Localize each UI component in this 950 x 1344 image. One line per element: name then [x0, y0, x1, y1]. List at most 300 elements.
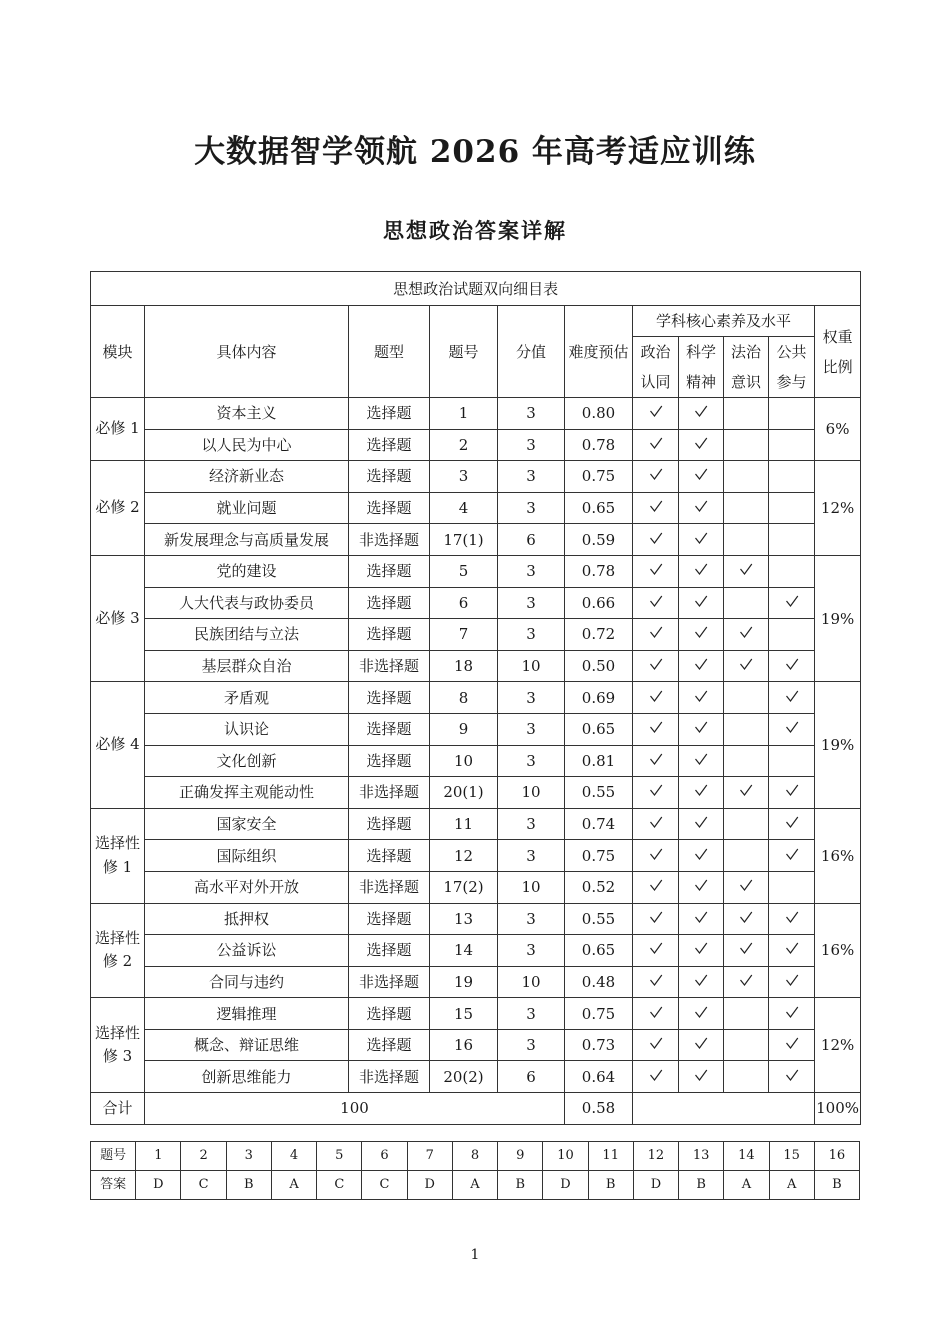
header-literacy-1 [633, 337, 679, 398]
cell-literacy-3 [724, 808, 769, 840]
cell-score: 3 [498, 808, 565, 840]
cell-literacy-2 [679, 619, 724, 651]
cell-number: 9 [430, 713, 498, 745]
cell-literacy-4 [769, 840, 815, 872]
cell-number: 8 [430, 682, 498, 714]
spec-table [90, 271, 861, 1125]
cell-literacy-3 [724, 871, 769, 903]
cell-score: 10 [498, 777, 565, 809]
cell-content: 新发展理念与高质量发展 [145, 524, 349, 556]
cell-literacy-2 [679, 587, 724, 619]
table-row [91, 871, 861, 903]
cell-number: 3 [430, 461, 498, 493]
answer-value-cell: D [407, 1171, 452, 1200]
header-literacy-line: 精神 [685, 373, 716, 391]
table-row [91, 429, 861, 461]
cell-content: 党的建设 [145, 555, 349, 587]
table-row [91, 777, 861, 809]
answer-value-cell: B [814, 1171, 859, 1200]
cell-literacy-2 [679, 492, 724, 524]
cell-score: 3 [498, 682, 565, 714]
cell-difficulty: 0.64 [565, 1061, 633, 1093]
cell-content: 人大代表与政协委员 [145, 587, 349, 619]
table-row [91, 492, 861, 524]
cell-literacy-4 [769, 555, 815, 587]
cell-literacy-3 [724, 1061, 769, 1093]
cell-type: 非选择题 [349, 966, 430, 998]
cell-literacy-3 [724, 966, 769, 998]
cell-literacy-1 [633, 871, 679, 903]
check-mark-icon [739, 973, 753, 987]
module-weight: 19% [815, 555, 861, 681]
cell-number: 17(1) [430, 524, 498, 556]
check-mark-icon [694, 404, 708, 418]
cell-score: 10 [498, 871, 565, 903]
cell-content: 文化创新 [145, 745, 349, 777]
cell-content: 国家安全 [145, 808, 349, 840]
cell-literacy-4 [769, 777, 815, 809]
header-literacy-line: 意识 [730, 373, 761, 391]
cell-literacy-4 [769, 524, 815, 556]
cell-difficulty: 0.74 [565, 808, 633, 840]
cell-difficulty: 0.59 [565, 524, 633, 556]
check-mark-icon [694, 531, 708, 545]
check-mark-icon [649, 1068, 663, 1082]
cell-literacy-3 [724, 1029, 769, 1061]
answer-value-cell: A [724, 1171, 769, 1200]
module-weight: 6% [815, 398, 861, 461]
cell-literacy-1 [633, 398, 679, 430]
cell-literacy-4 [769, 871, 815, 903]
check-mark-icon [785, 847, 799, 861]
module-weight: 12% [815, 461, 861, 556]
check-mark-icon [649, 878, 663, 892]
cell-score: 3 [498, 903, 565, 935]
check-mark-icon [694, 562, 708, 576]
check-mark-icon [694, 783, 708, 797]
check-mark-icon [694, 594, 708, 608]
cell-number: 6 [430, 587, 498, 619]
check-mark-icon [694, 1036, 708, 1050]
cell-literacy-2 [679, 903, 724, 935]
cell-number: 2 [430, 429, 498, 461]
answer-number-cell: 1 [136, 1142, 181, 1171]
answer-value-cell: A [271, 1171, 316, 1200]
cell-score: 3 [498, 429, 565, 461]
header-weight [815, 306, 861, 398]
table-row [91, 935, 861, 967]
cell-score: 3 [498, 492, 565, 524]
answer-value-cell: B [498, 1171, 543, 1200]
check-mark-icon [694, 941, 708, 955]
check-mark-icon [649, 815, 663, 829]
answer-number-cell: 2 [181, 1142, 226, 1171]
check-mark-icon [694, 657, 708, 671]
answer-number-cell: 11 [588, 1142, 633, 1171]
cell-type: 选择题 [349, 998, 430, 1030]
cell-literacy-2 [679, 966, 724, 998]
cell-type: 选择题 [349, 682, 430, 714]
cell-content: 认识论 [145, 713, 349, 745]
cell-literacy-1 [633, 713, 679, 745]
cell-content: 创新思维能力 [145, 1061, 349, 1093]
module-name-line: 选择性 [94, 929, 140, 948]
header-literacy-line: 法治 [730, 343, 761, 361]
cell-literacy-4 [769, 587, 815, 619]
check-mark-icon [649, 783, 663, 797]
cell-type: 非选择题 [349, 871, 430, 903]
cell-type: 选择题 [349, 429, 430, 461]
cell-literacy-1 [633, 492, 679, 524]
cell-literacy-1 [633, 840, 679, 872]
cell-number: 5 [430, 555, 498, 587]
check-mark-icon [739, 910, 753, 924]
total-literacy-empty [633, 1093, 815, 1125]
module-weight: 16% [815, 808, 861, 903]
answer-value-cell: A [452, 1171, 497, 1200]
answer-number-cell: 8 [452, 1142, 497, 1171]
cell-difficulty: 0.52 [565, 871, 633, 903]
header-literacy-line: 认同 [640, 373, 671, 391]
answer-value-cell: C [181, 1171, 226, 1200]
cell-content: 抵押权 [145, 903, 349, 935]
module-name: 必修 4 [91, 682, 145, 808]
answer-value-cell: C [362, 1171, 407, 1200]
cell-type: 非选择题 [349, 1061, 430, 1093]
check-mark-icon [694, 436, 708, 450]
cell-score: 3 [498, 713, 565, 745]
cell-score: 3 [498, 398, 565, 430]
table-row [91, 808, 861, 840]
answer-number-cell: 3 [226, 1142, 271, 1171]
cell-score: 6 [498, 1061, 565, 1093]
cell-literacy-3 [724, 619, 769, 651]
cell-content: 经济新业态 [145, 461, 349, 493]
cell-type: 选择题 [349, 808, 430, 840]
check-mark-icon [649, 625, 663, 639]
check-mark-icon [694, 878, 708, 892]
check-mark-icon [785, 657, 799, 671]
table-row [91, 1061, 861, 1093]
answer-value-cell: C [317, 1171, 362, 1200]
check-mark-icon [694, 1068, 708, 1082]
cell-content: 民族团结与立法 [145, 619, 349, 651]
cell-literacy-2 [679, 745, 724, 777]
check-mark-icon [694, 689, 708, 703]
answer-row-label-answer: 答案 [91, 1171, 136, 1200]
cell-difficulty: 0.75 [565, 998, 633, 1030]
cell-literacy-1 [633, 429, 679, 461]
cell-difficulty: 0.55 [565, 777, 633, 809]
check-mark-icon [739, 562, 753, 576]
module-name-line: 选择性 [94, 834, 140, 853]
cell-literacy-3 [724, 587, 769, 619]
cell-difficulty: 0.80 [565, 398, 633, 430]
cell-literacy-2 [679, 650, 724, 682]
header-literacy-2 [679, 337, 724, 398]
cell-score: 10 [498, 650, 565, 682]
cell-number: 18 [430, 650, 498, 682]
cell-literacy-3 [724, 777, 769, 809]
total-label: 合计 [91, 1093, 145, 1125]
cell-literacy-3 [724, 429, 769, 461]
table-row [91, 840, 861, 872]
cell-number: 11 [430, 808, 498, 840]
cell-content: 资本主义 [145, 398, 349, 430]
cell-type: 选择题 [349, 903, 430, 935]
answer-value-cell: D [633, 1171, 678, 1200]
check-mark-icon [649, 720, 663, 734]
module-weight: 12% [815, 998, 861, 1093]
cell-content: 正确发挥主观能动性 [145, 777, 349, 809]
check-mark-icon [739, 657, 753, 671]
check-mark-icon [785, 1036, 799, 1050]
module-name: 必修 2 [91, 461, 145, 556]
cell-score: 3 [498, 619, 565, 651]
check-mark-icon [785, 720, 799, 734]
cell-literacy-2 [679, 1029, 724, 1061]
cell-score: 3 [498, 587, 565, 619]
cell-type: 选择题 [349, 1029, 430, 1061]
cell-type: 选择题 [349, 555, 430, 587]
check-mark-icon [739, 878, 753, 892]
cell-literacy-4 [769, 745, 815, 777]
cell-score: 3 [498, 935, 565, 967]
cell-score: 3 [498, 998, 565, 1030]
check-mark-icon [694, 752, 708, 766]
module-name-line: 修 2 [102, 952, 133, 971]
cell-literacy-3 [724, 461, 769, 493]
module-name-line: 修 3 [102, 1047, 133, 1066]
cell-score: 10 [498, 966, 565, 998]
check-mark-icon [694, 467, 708, 481]
cell-literacy-3 [724, 840, 769, 872]
check-mark-icon [694, 847, 708, 861]
module-name: 必修 1 [91, 398, 145, 461]
cell-score: 3 [498, 1029, 565, 1061]
header-type: 题型 [349, 306, 430, 398]
cell-type: 非选择题 [349, 777, 430, 809]
answer-value-cell: B [226, 1171, 271, 1200]
cell-number: 1 [430, 398, 498, 430]
cell-literacy-4 [769, 650, 815, 682]
cell-literacy-1 [633, 935, 679, 967]
cell-difficulty: 0.66 [565, 587, 633, 619]
cell-literacy-3 [724, 745, 769, 777]
table-row [91, 524, 861, 556]
cell-literacy-3 [724, 492, 769, 524]
cell-literacy-1 [633, 587, 679, 619]
total-weight: 100% [815, 1093, 861, 1125]
cell-difficulty: 0.75 [565, 461, 633, 493]
cell-content: 概念、辩证思维 [145, 1029, 349, 1061]
check-mark-icon [649, 499, 663, 513]
cell-type: 选择题 [349, 461, 430, 493]
table-row [91, 461, 861, 493]
cell-number: 15 [430, 998, 498, 1030]
cell-literacy-1 [633, 745, 679, 777]
cell-type: 选择题 [349, 587, 430, 619]
cell-literacy-2 [679, 713, 724, 745]
cell-difficulty: 0.48 [565, 966, 633, 998]
cell-literacy-3 [724, 650, 769, 682]
table-row [91, 555, 861, 587]
header-content: 具体内容 [145, 306, 349, 398]
cell-literacy-3 [724, 713, 769, 745]
table-row [91, 398, 861, 430]
cell-content: 矛盾观 [145, 682, 349, 714]
cell-difficulty: 0.81 [565, 745, 633, 777]
cell-literacy-3 [724, 682, 769, 714]
module-weight: 19% [815, 682, 861, 808]
cell-content: 以人民为中心 [145, 429, 349, 461]
answer-value-cell: B [588, 1171, 633, 1200]
check-mark-icon [785, 783, 799, 797]
cell-score: 6 [498, 524, 565, 556]
document-subtitle: 思想政治答案详解 [383, 219, 567, 243]
cell-difficulty: 0.65 [565, 492, 633, 524]
cell-literacy-3 [724, 998, 769, 1030]
cell-score: 3 [498, 745, 565, 777]
cell-literacy-4 [769, 398, 815, 430]
cell-difficulty: 0.55 [565, 903, 633, 935]
answer-value-cell: D [136, 1171, 181, 1200]
cell-type: 非选择题 [349, 650, 430, 682]
table-row [91, 998, 861, 1030]
check-mark-icon [694, 625, 708, 639]
answer-number-cell: 6 [362, 1142, 407, 1171]
cell-number: 20(1) [430, 777, 498, 809]
check-mark-icon [739, 783, 753, 797]
table-row [91, 1029, 861, 1061]
check-mark-icon [694, 815, 708, 829]
table-row [91, 650, 861, 682]
cell-literacy-1 [633, 524, 679, 556]
module-name [91, 998, 145, 1093]
cell-difficulty: 0.50 [565, 650, 633, 682]
header-weight-line: 权重 [822, 327, 853, 346]
cell-literacy-3 [724, 935, 769, 967]
cell-literacy-1 [633, 1029, 679, 1061]
check-mark-icon [785, 594, 799, 608]
cell-number: 17(2) [430, 871, 498, 903]
cell-literacy-4 [769, 998, 815, 1030]
check-mark-icon [649, 467, 663, 481]
check-mark-icon [649, 1005, 663, 1019]
answer-number-cell: 13 [679, 1142, 724, 1171]
check-mark-icon [785, 941, 799, 955]
header-literacy-4 [769, 337, 815, 398]
header-literacy-line: 参与 [776, 373, 807, 391]
check-mark-icon [649, 657, 663, 671]
cell-score: 3 [498, 461, 565, 493]
check-mark-icon [649, 436, 663, 450]
cell-literacy-4 [769, 903, 815, 935]
check-mark-icon [785, 815, 799, 829]
cell-literacy-1 [633, 903, 679, 935]
document-title: 大数据智学领航 2026 年高考适应训练 [194, 134, 756, 170]
answer-number-cell: 9 [498, 1142, 543, 1171]
check-mark-icon [694, 499, 708, 513]
cell-type: 选择题 [349, 713, 430, 745]
cell-difficulty: 0.69 [565, 682, 633, 714]
cell-content: 逻辑推理 [145, 998, 349, 1030]
cell-number: 12 [430, 840, 498, 872]
cell-literacy-2 [679, 429, 724, 461]
cell-literacy-3 [724, 398, 769, 430]
cell-difficulty: 0.72 [565, 619, 633, 651]
header-score: 分值 [498, 306, 565, 398]
cell-score: 3 [498, 555, 565, 587]
cell-literacy-1 [633, 619, 679, 651]
cell-literacy-3 [724, 555, 769, 587]
module-name-line: 选择性 [94, 1023, 140, 1042]
cell-difficulty: 0.75 [565, 840, 633, 872]
answer-number-cell: 16 [814, 1142, 859, 1171]
header-module: 模块 [91, 306, 145, 398]
check-mark-icon [649, 562, 663, 576]
header-literacy-line: 科学 [685, 343, 716, 361]
cell-literacy-4 [769, 1061, 815, 1093]
header-difficulty: 难度预估 [565, 306, 633, 398]
cell-literacy-1 [633, 555, 679, 587]
header-literacy-line: 公共 [776, 343, 807, 361]
cell-type: 选择题 [349, 492, 430, 524]
cell-type: 选择题 [349, 619, 430, 651]
header-number: 题号 [430, 306, 498, 398]
cell-literacy-2 [679, 935, 724, 967]
check-mark-icon [649, 594, 663, 608]
check-mark-icon [649, 531, 663, 545]
cell-number: 7 [430, 619, 498, 651]
check-mark-icon [649, 910, 663, 924]
total-score: 100 [145, 1093, 565, 1125]
check-mark-icon [649, 1036, 663, 1050]
cell-number: 20(2) [430, 1061, 498, 1093]
module-name: 必修 3 [91, 555, 145, 681]
total-difficulty: 0.58 [565, 1093, 633, 1125]
cell-literacy-2 [679, 1061, 724, 1093]
cell-type: 选择题 [349, 840, 430, 872]
page-number: 1 [470, 1247, 480, 1263]
check-mark-icon [649, 404, 663, 418]
cell-literacy-4 [769, 461, 815, 493]
cell-literacy-2 [679, 871, 724, 903]
answer-row-label-number: 题号 [91, 1142, 136, 1171]
cell-literacy-1 [633, 998, 679, 1030]
check-mark-icon [785, 1005, 799, 1019]
cell-literacy-3 [724, 903, 769, 935]
table-row [91, 682, 861, 714]
cell-literacy-1 [633, 461, 679, 493]
cell-literacy-4 [769, 429, 815, 461]
module-name-line: 修 1 [102, 857, 133, 876]
answer-value-cell: A [769, 1171, 814, 1200]
cell-type: 非选择题 [349, 524, 430, 556]
check-mark-icon [785, 689, 799, 703]
cell-literacy-4 [769, 492, 815, 524]
answer-number-cell: 5 [317, 1142, 362, 1171]
check-mark-icon [649, 847, 663, 861]
cell-literacy-2 [679, 777, 724, 809]
cell-literacy-4 [769, 682, 815, 714]
cell-difficulty: 0.78 [565, 555, 633, 587]
answer-value-cell: B [679, 1171, 724, 1200]
cell-number: 10 [430, 745, 498, 777]
cell-number: 16 [430, 1029, 498, 1061]
check-mark-icon [785, 910, 799, 924]
cell-literacy-2 [679, 840, 724, 872]
